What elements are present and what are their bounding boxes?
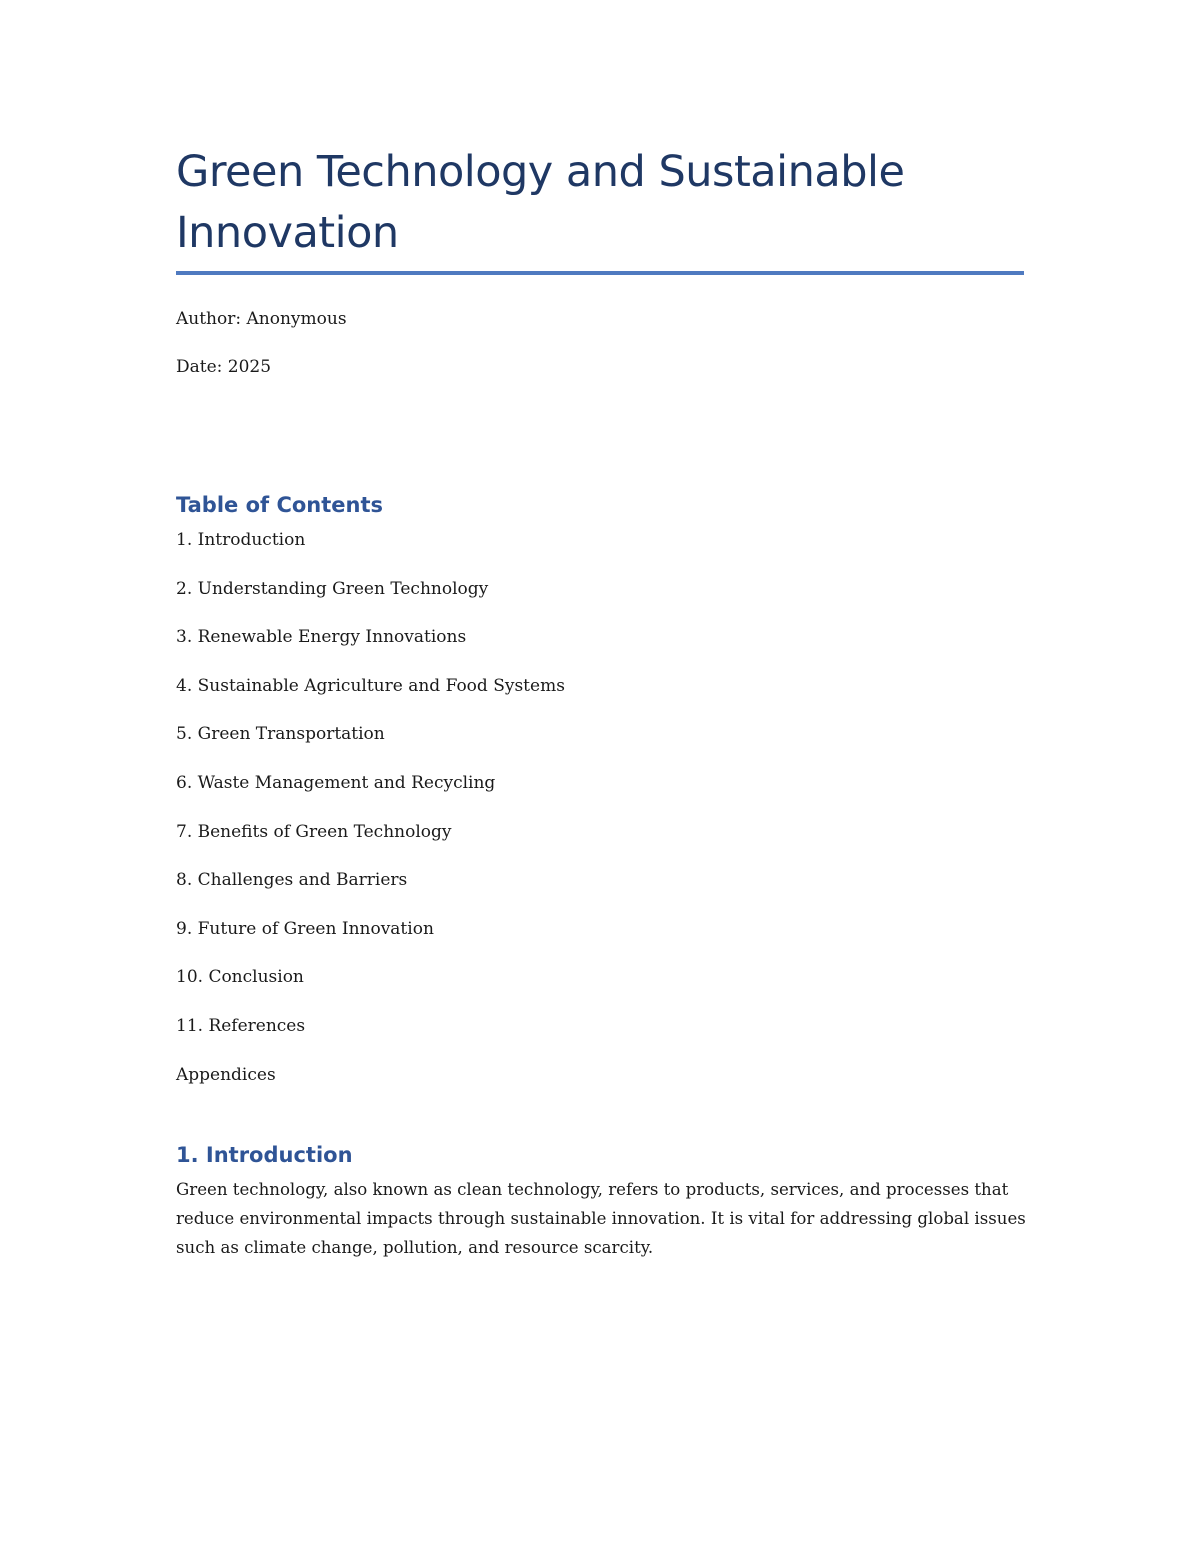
table-of-contents: [176, 526, 565, 1109]
author-line: Author: Anonymous: [176, 309, 347, 329]
toc-item-future[interactable]: 9. Future of Green Innovation: [176, 918, 434, 939]
toc-item-renewable-energy[interactable]: 3. Renewable Energy Innovations: [176, 627, 467, 648]
toc-item-conclusion[interactable]: 10. Conclusion: [176, 967, 304, 988]
toc-item-references[interactable]: 11. References: [176, 1015, 306, 1036]
toc-item-introduction[interactable]: 1. Introduction: [176, 530, 306, 550]
section-body-introduction: Green technology, also known as clean technology, refers to products, services, and processes that reduce environmental impacts through sustainable innovation. It is vital for addressing global issues such as climate change, pollution, and resource scarcity.: [176, 1180, 1026, 1257]
toc-item-sustainable-agriculture[interactable]: 4. Sustainable Agriculture and Food Systems: [176, 675, 565, 696]
toc-item-waste-management[interactable]: 6. Waste Management and Recycling: [176, 772, 496, 793]
toc-item-challenges[interactable]: 8. Challenges and Barriers: [176, 870, 408, 891]
toc-item-appendices[interactable]: Appendices: [176, 1064, 276, 1085]
toc-item-understanding-green-technology[interactable]: 2. Understanding Green Technology: [176, 578, 489, 599]
toc-item-benefits[interactable]: 7. Benefits of Green Technology: [176, 821, 452, 842]
date-line: Date: 2025: [176, 357, 272, 377]
toc-heading: Table of Contents: [176, 493, 384, 517]
section-heading-introduction: 1. Introduction: [176, 1143, 353, 1167]
toc-item-green-transportation[interactable]: 5. Green Transportation: [176, 724, 385, 745]
document-title: Green Technology and Sustainable Innovation: [176, 147, 905, 258]
title-underline: [176, 271, 1024, 275]
